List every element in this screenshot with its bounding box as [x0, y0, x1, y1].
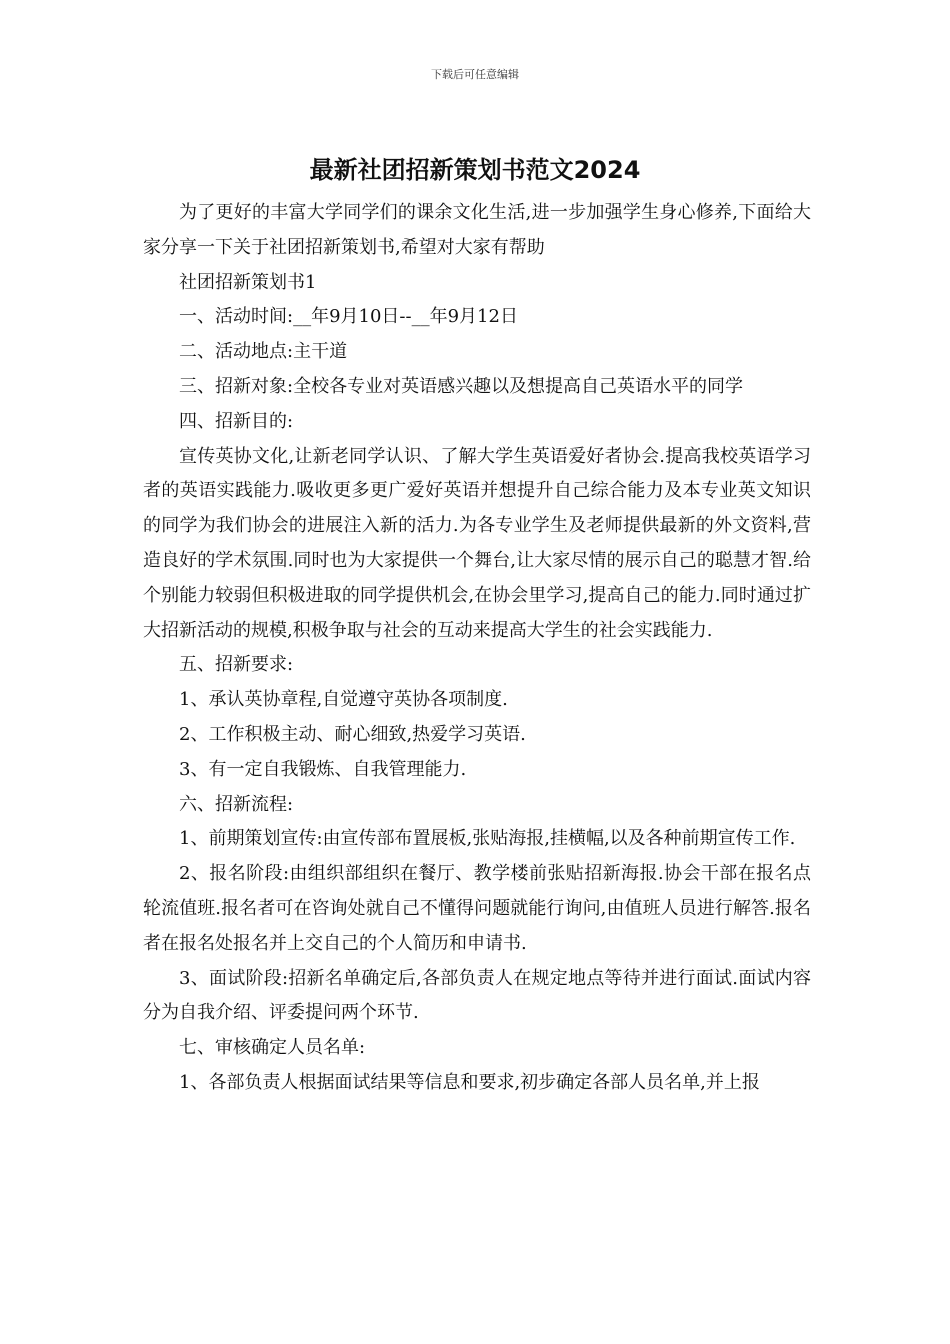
requirement-item: 3、有一定自我锻炼、自我管理能力. — [179, 758, 467, 780]
section-heading-plan-1: 社团招新策划书1 — [179, 271, 317, 293]
activity-time: 一、活动时间:__年9月10日--__年9月12日 — [179, 306, 518, 328]
process-item: 2、报名阶段:由组织部组织在餐厅、教学楼前张贴招新海报.协会干部在报名点轮流值班.报名者可在咨询处就自己不懂得问题就能行询问,由值班人员进行解答.报名者在报名处报名并上交自己的个人简历和申请书. — [143, 863, 811, 954]
header-note: 下载后可任意编辑 — [431, 68, 519, 81]
recruit-process-heading: 六、招新流程: — [179, 793, 294, 815]
review-item: 1、各部负责人根据面试结果等信息和要求,初步确定各部人员名单,并上报 — [179, 1071, 760, 1093]
review-heading: 七、审核确定人员名单: — [179, 1037, 366, 1059]
recruit-purpose-paragraph: 宣传英协文化,让新老同学认识、了解大学生英语爱好者协会.提高我校英语学习者的英语实践能力.吸收更多更广爱好英语并想提升自己综合能力及本专业英文知识的同学为我们协会的进展注入新的活力.为各专业学生及老师提供最新的外文资料,营造良好的学术氛围.同时也为大家提供一个舞台,让大家尽情的展示自己的聪慧才智.给个别能力较弱但积极进取的同学提供机会,在协会里学习,提高自己的能力.同时通过扩大招新活动的规模,积极争取与社会的互动来提高大学生的社会实践能力. — [143, 445, 811, 641]
process-item: 1、前期策划宣传:由宣传部布置展板,张贴海报,挂横幅,以及各种前期宣传工作. — [179, 828, 796, 850]
intro-paragraph: 为了更好的丰富大学同学们的课余文化生活,进一步加强学生身心修养,下面给大家分享一下关于社团招新策划书,希望对大家有帮助 — [143, 202, 811, 258]
document-body — [143, 196, 811, 1101]
recruit-purpose-heading: 四、招新目的: — [179, 410, 294, 432]
recruit-target: 三、招新对象:全校各专业对英语感兴趣以及想提高自己英语水平的同学 — [179, 375, 744, 397]
document-title: 最新社团招新策划书范文2024 — [309, 156, 641, 184]
recruit-requirements-heading: 五、招新要求: — [179, 654, 294, 676]
activity-location: 二、活动地点:主干道 — [179, 341, 348, 363]
requirement-item: 1、承认英协章程,自觉遵守英协各项制度. — [179, 689, 508, 711]
requirement-item: 2、工作积极主动、耐心细致,热爱学习英语. — [179, 723, 526, 745]
process-item: 3、面试阶段:招新名单确定后,各部负责人在规定地点等待并进行面试.面试内容分为自我介绍、评委提问两个环节. — [143, 967, 811, 1024]
